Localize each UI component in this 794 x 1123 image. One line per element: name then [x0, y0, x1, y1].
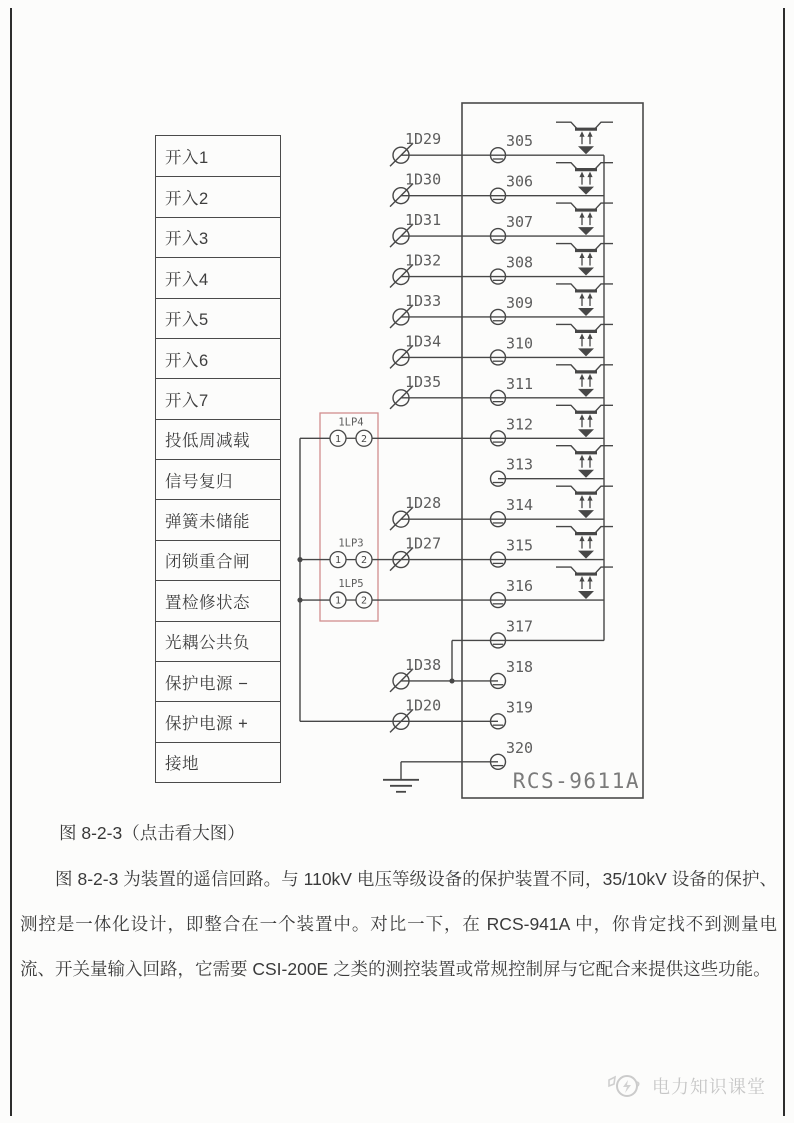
legend-row: 开入6 — [156, 338, 280, 378]
pin-label: 312 — [506, 415, 534, 434]
pin-label: 305 — [506, 132, 534, 151]
link-pin-number: 2 — [360, 555, 368, 567]
opto-light-arrowhead — [579, 131, 584, 137]
diagram-row-308 — [390, 244, 613, 288]
diagram-row-312 — [300, 405, 613, 446]
diagram-row-319 — [300, 696, 533, 732]
legend-row: 开入1 — [165, 149, 209, 168]
opto-led-triangle — [578, 227, 594, 235]
opto-led-triangle — [578, 308, 594, 316]
opto-led-triangle — [578, 268, 594, 276]
diagram-row-315 — [300, 527, 613, 571]
opto-light-arrowhead — [587, 455, 592, 461]
figure-caption[interactable]: 图 8-2-3（点击看大图） — [59, 823, 245, 843]
pin-label: 313 — [506, 455, 534, 474]
pin-label: 319 — [506, 698, 534, 717]
link-label: 1LP4 — [338, 416, 364, 429]
link-label: 1LP3 — [338, 537, 364, 550]
opto-light-arrowhead — [587, 576, 592, 582]
opto-lead-left — [556, 122, 577, 129]
opto-light-arrowhead — [579, 374, 584, 380]
opto-light-arrowhead — [579, 455, 584, 461]
pin-label: 314 — [506, 496, 534, 515]
opto-light-arrowhead — [579, 576, 584, 582]
opto-light-arrowhead — [587, 495, 592, 501]
legend-row: 开入7 — [156, 378, 280, 418]
terminal-label: 1D33 — [405, 291, 442, 310]
pin-label: 310 — [506, 334, 534, 353]
legend-row: 保护电源 − — [156, 661, 280, 701]
opto-lead-right — [595, 122, 613, 129]
opto-light-arrowhead — [579, 253, 584, 258]
opto-led-triangle — [578, 187, 594, 195]
terminal-label: 1D20 — [405, 696, 442, 715]
link-pin-number: 1 — [334, 433, 342, 445]
opto-light-arrowhead — [579, 414, 584, 420]
diagram-row-306 — [390, 163, 613, 207]
junction-dot — [297, 557, 302, 562]
opto-led-triangle — [578, 146, 594, 154]
diagram-row-316 — [300, 567, 613, 608]
opto-light-arrowhead — [587, 212, 592, 218]
opto-lead-left — [556, 244, 577, 251]
terminal-label: 1D31 — [405, 211, 442, 230]
opto-lead-left — [556, 324, 577, 331]
legend-row: 保护电源 + — [156, 701, 280, 741]
pin-label: 309 — [506, 293, 534, 312]
pin-label: 315 — [506, 536, 534, 555]
link-label: 1LP5 — [338, 578, 364, 591]
legend-row: 开入5 — [156, 298, 280, 338]
opto-lead-left — [556, 163, 577, 170]
opto-light-arrowhead — [587, 536, 592, 542]
diagram-row-310 — [390, 324, 613, 368]
opto-light-arrowhead — [579, 212, 584, 218]
diagram-row-311 — [390, 365, 613, 409]
pin-label: 317 — [506, 617, 534, 636]
legend-row: 开入4 — [156, 257, 280, 297]
opto-led-triangle — [578, 470, 594, 478]
opto-light-arrowhead — [587, 414, 592, 420]
opto-led-triangle — [578, 348, 594, 356]
legend-row: 开入2 — [156, 176, 280, 216]
diagram-row-305 — [390, 122, 613, 166]
opto-lead-left — [556, 405, 577, 412]
opto-light-arrowhead — [579, 172, 584, 178]
pin-label: 311 — [506, 374, 534, 393]
opto-lead-left — [556, 446, 577, 453]
link-pin-number: 2 — [360, 595, 368, 607]
watermark — [607, 1072, 766, 1100]
opto-lead-left — [556, 567, 577, 574]
opto-light-arrowhead — [579, 333, 584, 339]
device-label: RCS-9611A — [512, 769, 640, 793]
opto-light-arrowhead — [587, 131, 592, 137]
link-pin-number: 1 — [334, 555, 342, 567]
opto-lead-left — [556, 527, 577, 534]
diagram-row-307 — [390, 203, 613, 247]
opto-lead-left — [556, 203, 577, 210]
junction-dot — [297, 597, 302, 602]
pin-label: 308 — [506, 253, 534, 272]
opto-led-triangle — [578, 389, 594, 397]
link-pin-number: 2 — [360, 433, 368, 445]
opto-light-arrowhead — [579, 293, 584, 299]
terminal-label: 1D28 — [405, 494, 442, 513]
terminal-label: 1D38 — [405, 655, 442, 674]
opto-light-arrowhead — [587, 333, 592, 339]
terminal-label: 1D35 — [405, 372, 442, 391]
opto-light-arrowhead — [587, 293, 592, 299]
diagram-row-320 — [383, 739, 533, 792]
legend-row: 弹簧未储能 — [156, 499, 280, 539]
legend-row: 投低周减载 — [156, 419, 280, 459]
terminal-label: 1D32 — [405, 251, 442, 270]
diagram-row-314 — [390, 486, 613, 530]
opto-lead-left — [556, 365, 577, 372]
legend-row: 信号复归 — [156, 459, 280, 499]
diagram-row-309 — [390, 284, 613, 328]
opto-light-arrowhead — [579, 536, 584, 542]
opto-light-arrowhead — [587, 374, 592, 380]
opto-led-triangle — [578, 591, 594, 599]
opto-light-arrowhead — [587, 253, 592, 258]
opto-lead-left — [556, 486, 577, 493]
terminal-label: 1D27 — [405, 534, 442, 553]
power-knowledge-classroom-logo-icon — [607, 1072, 643, 1100]
legend-row: 闭锁重合闸 — [156, 540, 280, 580]
terminal-label: 1D29 — [405, 130, 442, 149]
link-pin-number: 1 — [334, 595, 342, 607]
legend-row: 接地 — [156, 742, 280, 782]
pin-label: 320 — [506, 738, 534, 757]
diagram-row-313 — [491, 446, 614, 487]
io-legend-table — [155, 135, 281, 783]
opto-led-triangle — [578, 429, 594, 437]
watermark-label: 电力知识课堂 — [652, 1077, 766, 1097]
pin-label: 307 — [506, 213, 534, 232]
opto-light-arrowhead — [587, 172, 592, 178]
legend-row: 开入3 — [156, 217, 280, 257]
legend-row: 光耦公共负 — [156, 621, 280, 661]
device-box — [462, 103, 643, 798]
pin-label: 306 — [506, 172, 534, 191]
opto-lead-left — [556, 284, 577, 291]
terminal-label: 1D34 — [405, 332, 442, 351]
pin-label: 318 — [506, 657, 534, 676]
legend-row: 置检修状态 — [156, 580, 280, 620]
opto-led-triangle — [578, 551, 594, 559]
opto-light-arrowhead — [579, 495, 584, 501]
body-paragraph: 图 8-2-3 为装置的遥信回路。与 110kV 电压等级设备的保护装置不同，35/10kV 设备的保护、测控是一体化设计，即整合在一个装置中。对比一下，在 RCS-941A 中，你肯定找不到测量电流、开关量输入回路，它需要 CSI-200E 之类的测控装置或常规控制屏与它配合来提供这些功能。 — [20, 869, 777, 979]
opto-led-triangle — [578, 510, 594, 518]
terminal-label: 1D30 — [405, 170, 442, 189]
pin-label: 316 — [506, 577, 534, 596]
